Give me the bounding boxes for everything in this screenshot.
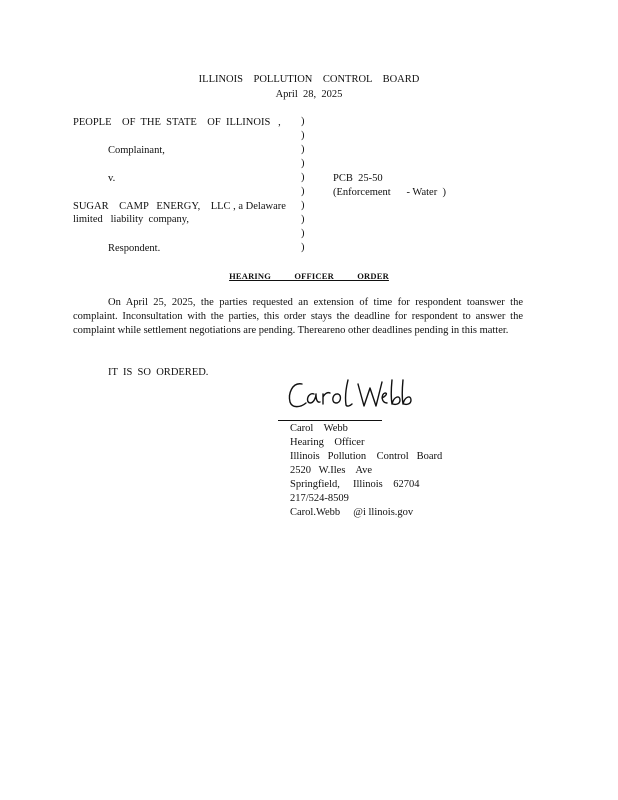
paren: ) — [301, 242, 305, 253]
signer-address: 2520 W.Iles Ave — [290, 465, 373, 476]
so-ordered: IT IS SO ORDERED. — [108, 367, 209, 378]
order-paragraph: On April 25, 2025, the parties requested an extension of time for respondent toanswer the complaint. Inconsultation with the parties, this order stays the deadline for respondent to answer the complaint while settlement negotiations are pending. Thereareno other deadlines pending in this matter. — [73, 297, 523, 336]
paren: ) — [301, 214, 305, 225]
signer-name: Carol Webb — [290, 423, 348, 434]
case-type: (Enforcement - Water ) — [333, 187, 446, 198]
order-date: April 28, 2025 — [275, 89, 343, 100]
paren: ) — [301, 158, 305, 169]
board-title: ILLINOIS POLLUTION CONTROL BOARD — [198, 74, 420, 85]
order-heading: HEARING OFFICER ORDER — [229, 271, 389, 281]
complainant-role: Complainant, — [108, 145, 165, 156]
signature-line — [278, 420, 382, 421]
case-number: PCB 25-50 — [333, 173, 383, 184]
order-body — [73, 296, 523, 338]
signer-phone: 217/524-8509 — [290, 493, 349, 504]
paren: ) — [301, 172, 305, 183]
signer-organization: Illinois Pollution Control Board — [290, 451, 443, 462]
paren: ) — [301, 116, 305, 127]
paren: ) — [301, 228, 305, 239]
paren: ) — [301, 200, 305, 211]
respondent-name-line1: SUGAR CAMP ENERGY, LLC , a Delaware — [73, 201, 286, 212]
signature-block — [290, 422, 442, 520]
paren: ) — [301, 144, 305, 155]
signer-city: Springfield, Illinois 62704 — [290, 479, 420, 490]
respondent-role: Respondent. — [108, 243, 161, 254]
respondent-name-line2: limited liability company, — [73, 214, 189, 225]
complainant-name: PEOPLE OF THE STATE OF ILLINOIS , — [73, 117, 281, 128]
handwritten-signature — [286, 376, 414, 416]
versus-label: v. — [108, 173, 116, 184]
caption-parentheses — [301, 115, 305, 255]
signer-email[interactable]: Carol.Webb @i llinois.gov — [290, 507, 414, 518]
paren: ) — [301, 186, 305, 197]
signer-title: Hearing Officer — [290, 437, 365, 448]
paren: ) — [301, 130, 305, 141]
